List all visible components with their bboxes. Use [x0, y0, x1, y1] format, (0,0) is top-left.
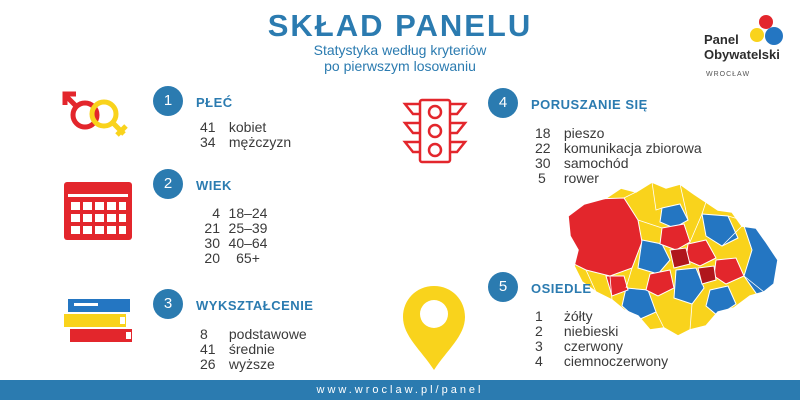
- list-item: 21 25–39: [204, 220, 268, 236]
- footer-url[interactable]: www.wroclaw.pl/panel: [0, 380, 800, 400]
- logo-line-1: Panel: [704, 32, 739, 47]
- subtitle-line-2: po pierwszym losowaniu: [324, 58, 476, 74]
- section-1-list: [200, 120, 291, 150]
- list-item: 5 rower: [538, 170, 599, 186]
- section-4-number: 4: [488, 88, 518, 118]
- section-1-title: PŁEĆ: [196, 95, 233, 110]
- section-2-title: WIEK: [196, 178, 232, 193]
- list-item: 20 65+: [204, 250, 260, 266]
- list-item: 41 kobiet: [200, 119, 267, 135]
- section-3-number: 3: [153, 289, 183, 319]
- list-item: 41 średnie: [200, 341, 275, 357]
- traffic-light-icon: [402, 98, 468, 164]
- page-title: SKŁAD PANELU: [267, 8, 533, 43]
- list-item: 18 pieszo: [535, 125, 605, 141]
- list-item: 1 żółty: [535, 308, 593, 324]
- gender-icon: [60, 88, 138, 144]
- page-subtitle: [250, 42, 550, 74]
- logo: [704, 32, 780, 62]
- section-3-title: WYKSZTAŁCENIE: [196, 298, 314, 313]
- logo-line-2: Obywatelski: [704, 47, 780, 62]
- location-pin-icon: [401, 284, 467, 372]
- section-4-list: [535, 126, 702, 186]
- section-2-number: 2: [153, 169, 183, 199]
- list-item: 8 podstawowe: [200, 326, 307, 342]
- list-item: 26 wyższe: [200, 356, 275, 372]
- list-item: 4 18–24: [212, 205, 268, 221]
- list-item: 4 ciemnoczerwony: [535, 353, 669, 369]
- section-1-number: 1: [153, 86, 183, 116]
- section-5-list: [535, 309, 668, 369]
- list-item: 2 niebieski: [535, 323, 619, 339]
- books-icon: [62, 297, 134, 345]
- section-2-list: [196, 206, 270, 266]
- list-item: 3 czerwony: [535, 338, 624, 354]
- section-5-number: 5: [488, 272, 518, 302]
- list-item: 30 samochód: [535, 155, 629, 171]
- logo-city: WROCŁAW: [706, 71, 751, 78]
- section-4-title: PORUSZANIE SIĘ: [531, 97, 648, 112]
- section-5-title: OSIEDLE: [531, 281, 592, 296]
- subtitle-line-1: Statystyka według kryteriów: [313, 42, 487, 58]
- calendar-icon: [64, 178, 132, 242]
- list-item: 34 mężczyzn: [200, 134, 292, 150]
- list-item: 30 40–64: [204, 235, 268, 251]
- section-3-list: [200, 327, 307, 372]
- list-item: 22 komunikacja zbiorowa: [535, 140, 702, 156]
